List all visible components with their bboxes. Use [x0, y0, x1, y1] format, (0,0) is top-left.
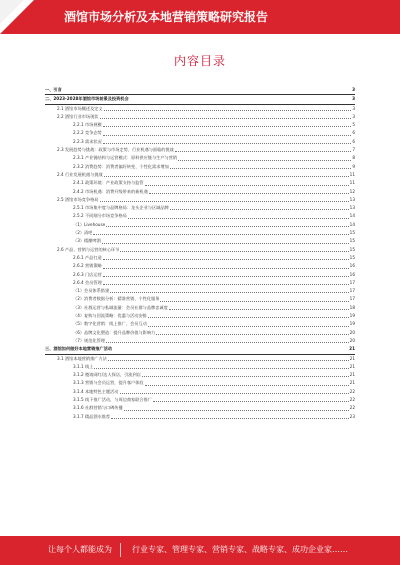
- toc-leader-dots: [103, 259, 349, 260]
- toc-leader-dots: [148, 317, 349, 318]
- toc-entry-label: 2.4.2 市场机遇：消费升级带来的新机遇: [73, 188, 148, 194]
- toc-entry-page: 14: [349, 221, 355, 227]
- toc-leader-dots: [120, 251, 348, 252]
- toc-leader-dots: [103, 268, 349, 269]
- toc-leader-dots: [156, 334, 348, 335]
- toc-entry-page: 8: [352, 155, 355, 161]
- toc-entry-label: （3）社群运营与私域流量：会员社群与品牌忠诚度: [73, 304, 168, 310]
- toc-entry[interactable]: [45, 146, 355, 154]
- toc-entry[interactable]: [45, 363, 355, 371]
- toc-entry-page: 22: [349, 388, 355, 394]
- toc-leader-dots: [148, 326, 349, 327]
- toc-entry[interactable]: [45, 404, 355, 412]
- toc-entry-label: 3.1.6 社群营销与口碑传播: [73, 405, 123, 411]
- toc-entry-label: 2.3 发展趋势与挑战：政策与市场走势、行业机遇与面临的挑战: [57, 147, 174, 153]
- toc-entry[interactable]: [45, 221, 355, 229]
- toc-entry-label: 2.3.2 消费趋势：消费者偏好转变、个性化需求增加: [73, 163, 169, 169]
- toc-leader-dots: [103, 284, 349, 285]
- toc-entry-page: 3: [352, 96, 355, 102]
- toc-entry-page: 22: [349, 405, 355, 411]
- toc-entry[interactable]: [45, 345, 355, 354]
- toc-leader-dots: [160, 301, 348, 302]
- toc-entry-page: 21: [349, 355, 355, 361]
- toc-entry[interactable]: [45, 237, 355, 245]
- toc-entry-label: 3.1.4 本地特色主题活动: [73, 388, 119, 394]
- toc-entry[interactable]: [45, 262, 355, 270]
- toc-leader-dots: [103, 276, 349, 277]
- toc-entry[interactable]: [45, 229, 355, 237]
- toc-entry-label: 2.1 酒馆市场概述及定义: [57, 105, 103, 111]
- toc-entry[interactable]: [45, 320, 355, 328]
- toc-entry-page: 13: [349, 196, 355, 202]
- toc-entry-label: （4）复购与回流策略：优惠与活动安排: [73, 313, 147, 319]
- toc-leader-dots: [149, 193, 349, 194]
- toc-entry-label: 2.6.3 门店运营: [73, 271, 102, 277]
- toc-entry-page: 12: [349, 188, 355, 194]
- toc-entry-label: （1）会员体系搭建: [73, 288, 110, 294]
- toc-entry-label: （1）Livehouse: [73, 221, 106, 227]
- toc-leader-dots: [170, 168, 352, 169]
- toc-leader-dots: [142, 376, 349, 377]
- toc-entry-page: 23: [349, 413, 355, 419]
- toc-entry-label: 2.2.2 竞争态势: [73, 130, 102, 136]
- toc-leader-dots: [111, 418, 349, 419]
- toc-entry-page: 3: [352, 105, 355, 111]
- toc-entry-label: （6）品牌文化塑造：提升品牌价值与影响力: [73, 329, 156, 335]
- toc-entry[interactable]: [45, 287, 355, 295]
- toc-entry-label: （3）精酿啤酒: [73, 238, 101, 244]
- toc-entry[interactable]: [45, 121, 355, 129]
- toc-leader-dots: [103, 126, 352, 127]
- toc-entry-label: 2.4.1 政策环境：产业政策支持与监管: [73, 180, 144, 186]
- toc-entry-page: 17: [349, 288, 355, 294]
- toc-entry[interactable]: [45, 154, 355, 162]
- toc-leader-dots: [108, 360, 349, 361]
- toc-entry-label: 3.1.7 精品酒水推荐: [73, 413, 111, 419]
- toc-entry-page: 15: [349, 246, 355, 252]
- toc-entry[interactable]: [45, 204, 355, 212]
- toc-entry-page: 14: [349, 213, 355, 219]
- toc-entry-label: 2.2 酒馆行业市场现状: [57, 113, 99, 119]
- toc-entry[interactable]: [45, 295, 355, 303]
- toc-entry-page: 20: [349, 329, 355, 335]
- toc-entry[interactable]: [45, 271, 355, 279]
- footer-slogan-left: 让每个人都能成为: [48, 545, 112, 554]
- toc-entry-page: 18: [349, 304, 355, 310]
- toc-entry-label: 2.4 行业发展机遇与挑战: [57, 171, 103, 177]
- table-of-contents: [45, 86, 355, 421]
- toc-entry[interactable]: [45, 337, 355, 345]
- toc-entry-label: （2）消费者数据分析：精准营销、个性化服务: [73, 296, 160, 302]
- toc-entry[interactable]: [45, 329, 355, 337]
- toc-entry-label: （7）规范化管理: [73, 337, 105, 343]
- toc-entry[interactable]: [45, 179, 355, 187]
- toc-entry-page: 17: [349, 279, 355, 285]
- toc-entry-label: 三、酒馆如何做好本地营销推广活动: [45, 346, 113, 352]
- toc-entry[interactable]: [45, 371, 355, 379]
- toc-leader-dots: [170, 209, 349, 210]
- toc-entry[interactable]: [45, 163, 355, 171]
- toc-entry-page: 11: [349, 180, 355, 186]
- toc-entry-page: 15: [349, 238, 355, 244]
- toc-entry-page: 17: [349, 296, 355, 302]
- toc-entry-page: 21: [349, 363, 355, 369]
- toc-entry-label: 2.2.1 市场规模: [73, 122, 102, 128]
- toc-entry[interactable]: [45, 355, 355, 363]
- header-corner-inner-shape: [0, 0, 24, 24]
- toc-entry-page: 16: [349, 263, 355, 269]
- toc-entry-label: 2.6 产品、营销与运营的核心环节: [57, 246, 120, 252]
- toc-entry-page: 21: [349, 346, 355, 352]
- toc-entry-page: 6: [352, 130, 355, 136]
- toc-leader-dots: [104, 176, 349, 177]
- toc-entry[interactable]: [45, 212, 355, 220]
- toc-entry-label: 2.5.2 不同细分市场竞争格局: [73, 213, 127, 219]
- toc-entry[interactable]: [45, 413, 355, 421]
- toc-entry-page: 21: [349, 380, 355, 386]
- toc-entry-label: 2.5 酒馆市场竞争格局: [57, 196, 99, 202]
- toc-entry-label: 3.1.3 营销与会员运营，提升客户体验: [73, 380, 144, 386]
- toc-entry-page: 19: [349, 313, 355, 319]
- toc-entry-label: （5）数字化营销：线上推广、会员互动: [73, 321, 147, 327]
- toc-entry-label: 2.2.3 需求状况: [73, 138, 102, 144]
- toc-leader-dots: [110, 292, 348, 293]
- toc-entry-page: 13: [349, 205, 355, 211]
- toc-entry-label: 3.1.5 线下推广活动，与周边商家联合推广: [73, 396, 152, 402]
- toc-leader-dots: [175, 151, 351, 152]
- toc-entry[interactable]: [45, 396, 355, 404]
- toc-entry-page: 7: [352, 147, 355, 153]
- toc-entry-page: 3: [352, 87, 355, 92]
- toc-entry-page: 15: [349, 230, 355, 236]
- toc-entry[interactable]: [45, 105, 355, 113]
- toc-leader-dots: [145, 185, 349, 186]
- toc-leader-dots: [106, 342, 349, 343]
- toc-entry-page: 16: [349, 271, 355, 277]
- toc-entry[interactable]: [45, 188, 355, 196]
- toc-entry[interactable]: [45, 171, 355, 179]
- toc-entry-page: 21: [349, 372, 355, 378]
- toc-leader-dots: [153, 401, 349, 402]
- toc-entry-label: 2.6.2 营销策略: [73, 263, 102, 269]
- toc-leader-dots: [120, 393, 349, 394]
- toc-leader-dots: [100, 118, 352, 119]
- toc-leader-dots: [102, 243, 349, 244]
- toc-leader-dots: [94, 368, 348, 369]
- toc-entry[interactable]: [45, 113, 355, 121]
- toc-entry[interactable]: [45, 95, 355, 104]
- toc-entry-page: 11: [349, 171, 355, 177]
- toc-entry[interactable]: [45, 138, 355, 146]
- toc-entry-page: 5: [352, 122, 355, 128]
- toc-entry-page: 15: [349, 254, 355, 260]
- toc-entry[interactable]: [45, 129, 355, 137]
- toc-leader-dots: [103, 143, 352, 144]
- toc-entry-label: 3.1.2 邀请网红/达人探店，引流到店: [73, 372, 141, 378]
- toc-leader-dots: [169, 309, 349, 310]
- toc-leader-dots: [104, 110, 352, 111]
- toc-entry[interactable]: [45, 304, 355, 312]
- toc-entry-page: 19: [349, 321, 355, 327]
- toc-leader-dots: [103, 135, 352, 136]
- toc-leader-dots: [124, 410, 349, 411]
- toc-entry-page: 9: [352, 163, 355, 169]
- footer-slogan-right: 行业专家、管理专家、营销专家、战略专家、成功企业家……: [132, 545, 348, 554]
- footer-divider: [120, 543, 121, 557]
- toc-entry[interactable]: [45, 196, 355, 204]
- toc-entry-label: （2）清吧: [73, 230, 93, 236]
- toc-entry[interactable]: [45, 86, 355, 95]
- toc-entry-label: 3.1.1 线上: [73, 363, 94, 369]
- toc-entry[interactable]: [45, 246, 355, 254]
- toc-entry-label: 2.6.4 会员管理: [73, 279, 102, 285]
- toc-entry[interactable]: [45, 312, 355, 320]
- toc-entry[interactable]: [45, 254, 355, 262]
- toc-entry-label: 3.1 酒馆本地营销推广方法: [57, 355, 107, 361]
- toc-entry-page: 3: [352, 113, 355, 119]
- toc-entry-label: 2.5.1 市场集中度与品牌格局：龙头企业与区域品牌: [73, 205, 169, 211]
- toc-leader-dots: [145, 385, 349, 386]
- toc-leader-dots: [128, 218, 349, 219]
- toc-entry-label: 2.3.1 产业链结构与运营模式：原料供应链与生产与营销: [73, 155, 178, 161]
- toc-entry-page: 20: [349, 337, 355, 343]
- page-footer: [0, 536, 400, 565]
- toc-entry-label: 一、引言: [45, 87, 62, 92]
- report-title: 酒馆市场分析及本地营销策略研究报告: [64, 10, 269, 24]
- toc-leader-dots: [106, 226, 348, 227]
- toc-entry[interactable]: [45, 279, 355, 287]
- toc-leader-dots: [93, 234, 348, 235]
- toc-entry-label: 2.6.1 产品打造: [73, 254, 102, 260]
- toc-entry[interactable]: [45, 379, 355, 387]
- page-header: [0, 0, 400, 34]
- toc-entry-page: 6: [352, 138, 355, 144]
- toc-leader-dots: [100, 201, 349, 202]
- toc-entry-label: 二、2023-2028年酒馆市场前景及投资机会: [45, 96, 129, 102]
- toc-heading: 内容目录: [173, 54, 226, 68]
- toc-leader-dots: [178, 160, 351, 161]
- toc-entry[interactable]: [45, 388, 355, 396]
- toc-entry-page: 22: [349, 396, 355, 402]
